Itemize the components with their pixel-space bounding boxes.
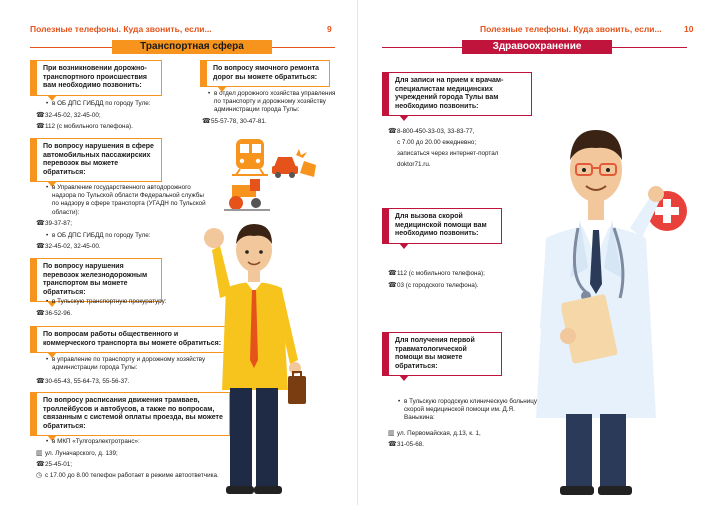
violation-org2: • в ОБ ДПС ГИБДД по городу Туле: <box>52 232 202 240</box>
road-roller-icon <box>224 179 270 211</box>
road-org: • в отдел дорожного хозяйства управления по транспорту и дорожному хозяйству администрации города Тулы: <box>214 90 344 115</box>
phone-icon: ☎ <box>388 282 397 289</box>
schedule-address-row: ▥ ул. Луначарского, д. 139; <box>36 450 118 457</box>
trauma-question: Для получения первой травматологической помощи вы можете обратиться: <box>382 332 502 376</box>
schedule-phone-row: ☎25-45-01; <box>36 461 72 468</box>
public-org: • в управление по транспорту и дорожному хозяйству администрации города Тулы: <box>52 356 212 372</box>
ambulance-phone1-row: ☎112 (с мобильного телефона); <box>388 270 485 277</box>
public-question: По вопросам работы общественного и коммерческого транспорта вы можете обратиться: <box>30 326 230 353</box>
road-phone-row: ☎55-57-78, 30-47-81. <box>202 118 267 125</box>
doctor-illustration <box>526 88 666 498</box>
appointment-phone-row: ☎8-800-450-33-03, 33-83-77, <box>388 128 475 135</box>
violation-question: По вопросу нарушения в сфере автомобильных пассажирских перевозок вы можете обратиться: <box>30 138 162 182</box>
rail-org: • в Тульскую транспортную прокуратуру: <box>52 298 202 306</box>
man-illustration <box>198 210 308 500</box>
building-icon: ▥ <box>36 450 43 457</box>
accident-phone1-row: ☎32-45-02, 32-45-00; <box>36 112 101 119</box>
running-header: Полезные телефоны. Куда звонить, если... <box>480 24 662 34</box>
public-phone-row: ☎30-65-43, 55-64-73, 55-56-37. <box>36 378 130 385</box>
schedule-org: • в МКП «Тулгорэлектротранс»: <box>52 438 212 446</box>
appointment-web1: записаться через интернет-портал <box>397 150 499 157</box>
ambulance-question: Для вызова скорой медицинской помощи вам необходимо позвонить: <box>382 208 502 244</box>
phone-icon: ☎ <box>36 220 45 227</box>
schedule-question: По вопросу расписания движения трамваев, троллейбусов и автобусов, а также по вопросам, связанным с системой оплаты проезда, вы можете обратиться: <box>30 392 230 436</box>
schedule-hours-row: ◷ с 17.00 до 8.00 телефон работает в режиме автоответчика. <box>36 472 219 479</box>
trauma-org: • в Тульскую городскую клиническую больницу скорой медицинской помощи им. Д.Я. Ваныкина: <box>404 398 544 423</box>
trauma-phone-row: ☎31-05-68. <box>388 441 424 448</box>
section-title: Транспортная сфера <box>112 40 272 54</box>
phone-icon: ☎ <box>202 118 211 125</box>
section-title: Здравоохранение <box>462 40 612 54</box>
transport-icons <box>222 135 322 215</box>
appointment-hours: с 7.00 до 20.00 ежедневно; <box>397 139 477 146</box>
section-bar <box>382 40 687 54</box>
ambulance-phone2-row: ☎03 (с городского телефона). <box>388 282 479 289</box>
phone-icon: ☎ <box>388 128 397 135</box>
phone-icon: ☎ <box>36 310 45 317</box>
phone-icon: ☎ <box>36 461 45 468</box>
section-bar <box>30 40 335 54</box>
building-icon: ▥ <box>388 430 395 437</box>
phone-icon: ☎ <box>388 270 397 277</box>
trauma-address-row: ▥ ул. Первомайская, д.13, к. 1, <box>388 430 481 437</box>
phone-icon: ☎ <box>36 243 45 250</box>
train-icon <box>232 139 268 175</box>
violation-phone1-row: ☎39-37-87; <box>36 220 72 227</box>
accident-org: • в ОБ ДПС ГИБДД по городу Туле: <box>52 100 202 108</box>
accident-question: При возникновении дорожно-транспортного происшествия вам необходимо позвонить: <box>30 60 162 96</box>
road-question: По вопросу ямочного ремонта дорог вы можете обратиться: <box>200 60 330 87</box>
page-number: 10 <box>684 24 694 34</box>
phone-icon: ☎ <box>36 378 45 385</box>
page-number: 9 <box>327 24 332 34</box>
phone-icon: ☎ <box>36 112 45 119</box>
accident-phone2-row: ☎112 (с мобильного телефона). <box>36 123 133 130</box>
violation-phone2-row: ☎32-45-02, 32-45-00. <box>36 243 101 250</box>
right-page <box>358 0 715 505</box>
rail-phone-row: ☎36-52-96. <box>36 310 72 317</box>
appointment-web2: doktor71.ru. <box>397 161 431 168</box>
crash-icon <box>272 149 316 178</box>
phone-icon: ☎ <box>36 123 45 130</box>
phone-icon: ☎ <box>388 441 397 448</box>
left-page <box>0 0 357 505</box>
running-header: Полезные телефоны. Куда звонить, если... <box>30 24 212 34</box>
rail-question: По вопросу нарушения перевозок железнодорожным транспортом вы можете обратиться: <box>30 258 162 302</box>
appointment-question: Для записи на прием к врачам-специалистам медицинских учреждений города Тулы вам необходимо позвонить: <box>382 72 532 116</box>
violation-org1: • в Управление государственного автодорожного надзора по Тульской области Федеральной службы по надзору в сфере транспорта (УГАДН по Тульской области): <box>52 184 212 217</box>
clock-icon: ◷ <box>36 472 43 479</box>
